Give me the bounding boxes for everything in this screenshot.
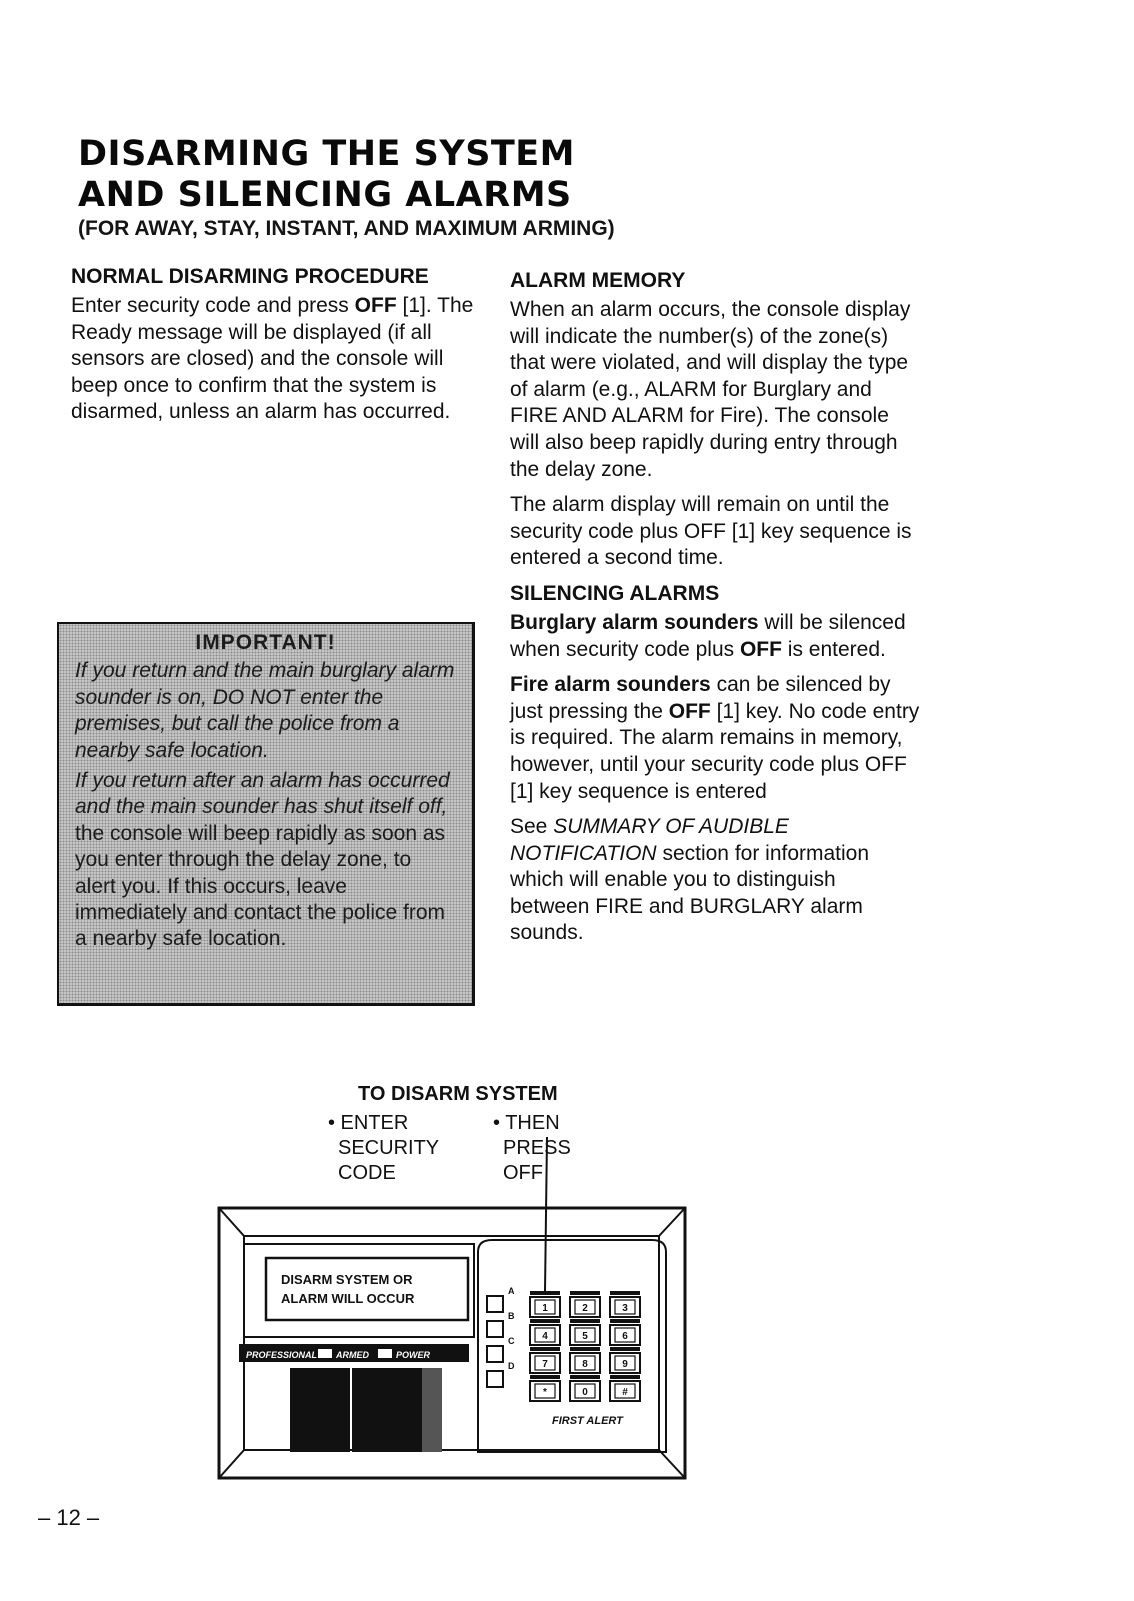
alarm-memory-paragraph-2: The alarm display will remain on until the security code plus OFF [1] key sequence is entered a second time. (510, 493, 912, 570)
normal-disarming-text: Enter security code and press OFF [1]. The Ready message will be displayed (if all sensors are closed) and the console will beep once to confirm that the system is disarmed, unless an alarm has occurred. (71, 294, 474, 424)
console-brand-label: PROFESSIONAL (246, 1350, 318, 1360)
important-heading: IMPORTANT! (195, 631, 336, 654)
keypad-key-label: 2 (582, 1303, 588, 1314)
side-key-label: C (508, 1336, 515, 1346)
power-indicator (378, 1349, 392, 1358)
page-number: – 12 – (38, 1505, 100, 1530)
armed-label: ARMED (336, 1350, 369, 1360)
keypad-key-label: 0 (582, 1387, 588, 1398)
side-key-a[interactable] (487, 1296, 503, 1312)
keypad-key-label: 6 (622, 1331, 628, 1342)
silencing-paragraph-1: Burglary alarm sounders will be silenced when security code plus OFF is entered. (510, 610, 906, 661)
silencing-alarms-heading: SILENCING ALARMS (510, 581, 720, 605)
keypad-key-label: * (543, 1387, 547, 1398)
console-display-line-2: ALARM WILL OCCUR (281, 1291, 415, 1306)
alarm-memory-paragraph-1: When an alarm occurs, the console display will indicate the number(s) of the zone(s) that were violated, and will display the type of alarm (e.g., ALARM for Burglary and FIRE AND ALARM for Fire). The console will also beep rapidly during entry through the delay zone. (510, 298, 911, 481)
side-key-label: B (508, 1311, 515, 1321)
instruction-step-press: • THEN PRESS OFF (493, 1112, 571, 1184)
section-heading: NORMAL DISARMING PROCEDURE (71, 265, 429, 288)
console-brand: FIRST ALERT (552, 1415, 623, 1427)
instruction-step-enter: • ENTER SECURITY CODE (328, 1112, 440, 1184)
keypad-key-label: 7 (542, 1359, 548, 1370)
console-display-line-1: DISARM SYSTEM OR (281, 1272, 413, 1287)
silencing-paragraph-2: Fire alarm sounders can be silenced by just pressing the OFF [1] key. No code entry is required. The alarm remains in memory, however, until your security code plus OFF [1] key sequence is entered (510, 673, 920, 803)
title-line-1: DISARMING THE SYSTEM (78, 134, 576, 174)
important-paragraph-2: If you return after an alarm has occurred and the main sounder has shut itself off, the console will beep rapidly as soon as you enter through the delay zone, to alert you. If this occurs, leave immediately and contact the police from a nearby safe location. (75, 769, 450, 951)
side-key-b[interactable] (487, 1321, 503, 1337)
silencing-paragraph-3: See SUMMARY OF AUDIBLE NOTIFICATION section for information which will enable you to distinguish between FIRE and BURGLARY alarm sounds. (510, 815, 870, 945)
alarm-memory-heading: ALARM MEMORY (510, 269, 686, 292)
important-paragraph-1: If you return and the main burglary alarm sounder is on, DO NOT enter the premises, but call the police from a nearby safe location. (75, 659, 455, 762)
keypad-key-label: 9 (622, 1359, 628, 1370)
keypad-key-label: 1 (542, 1303, 548, 1314)
instruction-title: TO DISARM SYSTEM (358, 1083, 558, 1105)
armed-indicator (318, 1349, 332, 1358)
keypad-key-label: # (622, 1387, 628, 1398)
side-key-label: A (508, 1286, 515, 1296)
side-key-c[interactable] (487, 1346, 503, 1362)
keypad-key-label: 3 (622, 1303, 628, 1314)
keypad-key-label: 8 (582, 1359, 588, 1370)
page-subtitle: (FOR AWAY, STAY, INSTANT, AND MAXIMUM ARMING) (78, 217, 615, 240)
keypad-key-label: 5 (582, 1331, 588, 1342)
side-key-label: D (508, 1361, 515, 1371)
side-key-d[interactable] (487, 1371, 503, 1387)
power-label: POWER (396, 1350, 431, 1360)
keypad-key-label: 4 (542, 1331, 548, 1342)
title-line-2: AND SILENCING ALARMS (78, 175, 572, 215)
